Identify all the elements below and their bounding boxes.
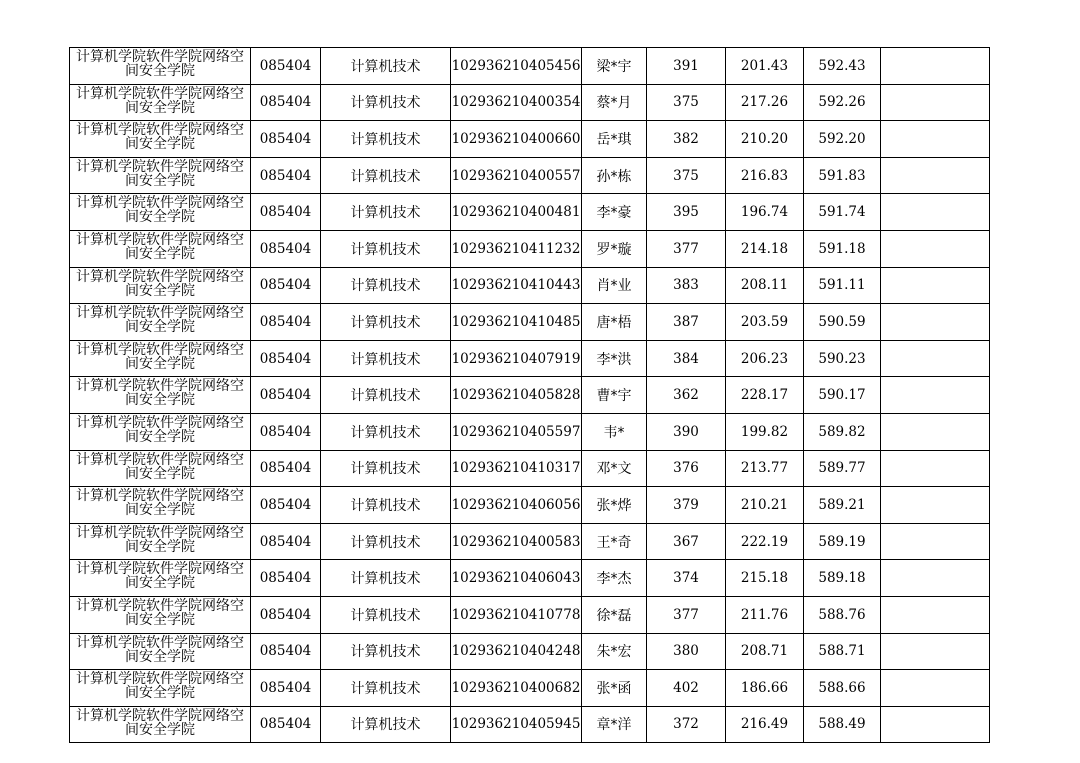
table-row [70, 706, 990, 743]
note-cell [881, 304, 990, 341]
major-code-cell: 085404 [251, 596, 321, 633]
major-code-cell: 085404 [251, 377, 321, 414]
major-code-cell: 085404 [251, 523, 321, 560]
college-cell: 计算机学院软件学院网络空间安全学院 [70, 157, 251, 194]
initial-score-cell: 390 [647, 413, 726, 450]
table-row [70, 560, 990, 597]
exam-id-cell: 102936210406043 [451, 560, 582, 597]
retest-score-cell: 203.59 [726, 304, 804, 341]
retest-score-cell: 206.23 [726, 340, 804, 377]
college-cell: 计算机学院软件学院网络空间安全学院 [70, 48, 251, 85]
score-table-body [70, 48, 990, 743]
initial-score-cell: 391 [647, 48, 726, 85]
table-row [70, 450, 990, 487]
major-name-cell: 计算机技术 [321, 157, 451, 194]
college-cell: 计算机学院软件学院网络空间安全学院 [70, 633, 251, 670]
exam-id-cell: 102936210404248 [451, 633, 582, 670]
note-cell [881, 48, 990, 85]
total-score-cell: 589.18 [804, 560, 881, 597]
college-cell: 计算机学院软件学院网络空间安全学院 [70, 487, 251, 524]
major-name-cell: 计算机技术 [321, 633, 451, 670]
initial-score-cell: 375 [647, 84, 726, 121]
note-cell [881, 267, 990, 304]
retest-score-cell: 201.43 [726, 48, 804, 85]
note-cell [881, 706, 990, 743]
score-table [69, 47, 990, 743]
candidate-name-cell: 章*洋 [582, 706, 647, 743]
exam-id-cell: 102936210405945 [451, 706, 582, 743]
note-cell [881, 157, 990, 194]
candidate-name-cell: 李*杰 [582, 560, 647, 597]
table-row [70, 267, 990, 304]
exam-id-cell: 102936210405456 [451, 48, 582, 85]
note-cell [881, 377, 990, 414]
table-row [70, 121, 990, 158]
table-row [70, 48, 990, 85]
exam-id-cell: 102936210400583 [451, 523, 582, 560]
total-score-cell: 588.76 [804, 596, 881, 633]
major-name-cell: 计算机技术 [321, 450, 451, 487]
candidate-name-cell: 朱*宏 [582, 633, 647, 670]
note-cell [881, 413, 990, 450]
major-name-cell: 计算机技术 [321, 48, 451, 85]
exam-id-cell: 102936210405828 [451, 377, 582, 414]
major-code-cell: 085404 [251, 340, 321, 377]
college-cell: 计算机学院软件学院网络空间安全学院 [70, 596, 251, 633]
major-code-cell: 085404 [251, 84, 321, 121]
major-name-cell: 计算机技术 [321, 84, 451, 121]
college-cell: 计算机学院软件学院网络空间安全学院 [70, 340, 251, 377]
initial-score-cell: 384 [647, 340, 726, 377]
college-cell: 计算机学院软件学院网络空间安全学院 [70, 450, 251, 487]
retest-score-cell: 208.11 [726, 267, 804, 304]
initial-score-cell: 383 [647, 267, 726, 304]
total-score-cell: 589.21 [804, 487, 881, 524]
college-cell: 计算机学院软件学院网络空间安全学院 [70, 377, 251, 414]
major-name-cell: 计算机技术 [321, 560, 451, 597]
initial-score-cell: 379 [647, 487, 726, 524]
major-code-cell: 085404 [251, 670, 321, 707]
initial-score-cell: 377 [647, 230, 726, 267]
initial-score-cell: 382 [647, 121, 726, 158]
college-cell: 计算机学院软件学院网络空间安全学院 [70, 230, 251, 267]
table-row [70, 157, 990, 194]
exam-id-cell: 102936210400660 [451, 121, 582, 158]
exam-id-cell: 102936210405597 [451, 413, 582, 450]
exam-id-cell: 102936210406056 [451, 487, 582, 524]
table-row [70, 670, 990, 707]
major-name-cell: 计算机技术 [321, 487, 451, 524]
initial-score-cell: 377 [647, 596, 726, 633]
candidate-name-cell: 肖*业 [582, 267, 647, 304]
candidate-name-cell: 孙*栋 [582, 157, 647, 194]
note-cell [881, 487, 990, 524]
table-row [70, 413, 990, 450]
major-code-cell: 085404 [251, 267, 321, 304]
retest-score-cell: 196.74 [726, 194, 804, 231]
initial-score-cell: 395 [647, 194, 726, 231]
note-cell [881, 230, 990, 267]
initial-score-cell: 380 [647, 633, 726, 670]
candidate-name-cell: 王*奇 [582, 523, 647, 560]
major-name-cell: 计算机技术 [321, 596, 451, 633]
major-code-cell: 085404 [251, 487, 321, 524]
initial-score-cell: 374 [647, 560, 726, 597]
initial-score-cell: 387 [647, 304, 726, 341]
note-cell [881, 633, 990, 670]
major-name-cell: 计算机技术 [321, 670, 451, 707]
note-cell [881, 670, 990, 707]
retest-score-cell: 216.83 [726, 157, 804, 194]
college-cell: 计算机学院软件学院网络空间安全学院 [70, 413, 251, 450]
exam-id-cell: 102936210411232 [451, 230, 582, 267]
total-score-cell: 590.59 [804, 304, 881, 341]
exam-id-cell: 102936210410317 [451, 450, 582, 487]
major-code-cell: 085404 [251, 706, 321, 743]
major-code-cell: 085404 [251, 194, 321, 231]
major-name-cell: 计算机技术 [321, 267, 451, 304]
table-row [70, 84, 990, 121]
college-cell: 计算机学院软件学院网络空间安全学院 [70, 670, 251, 707]
total-score-cell: 589.77 [804, 450, 881, 487]
retest-score-cell: 210.21 [726, 487, 804, 524]
initial-score-cell: 402 [647, 670, 726, 707]
total-score-cell: 591.11 [804, 267, 881, 304]
college-cell: 计算机学院软件学院网络空间安全学院 [70, 523, 251, 560]
initial-score-cell: 367 [647, 523, 726, 560]
total-score-cell: 588.71 [804, 633, 881, 670]
exam-id-cell: 102936210410443 [451, 267, 582, 304]
note-cell [881, 194, 990, 231]
major-code-cell: 085404 [251, 48, 321, 85]
note-cell [881, 121, 990, 158]
major-code-cell: 085404 [251, 413, 321, 450]
major-code-cell: 085404 [251, 633, 321, 670]
candidate-name-cell: 徐*磊 [582, 596, 647, 633]
score-sheet [69, 47, 990, 743]
table-row [70, 340, 990, 377]
note-cell [881, 450, 990, 487]
note-cell [881, 84, 990, 121]
total-score-cell: 592.43 [804, 48, 881, 85]
total-score-cell: 591.83 [804, 157, 881, 194]
total-score-cell: 589.19 [804, 523, 881, 560]
note-cell [881, 560, 990, 597]
retest-score-cell: 214.18 [726, 230, 804, 267]
major-name-cell: 计算机技术 [321, 377, 451, 414]
retest-score-cell: 222.19 [726, 523, 804, 560]
retest-score-cell: 216.49 [726, 706, 804, 743]
retest-score-cell: 208.71 [726, 633, 804, 670]
retest-score-cell: 210.20 [726, 121, 804, 158]
exam-id-cell: 102936210410485 [451, 304, 582, 341]
total-score-cell: 590.23 [804, 340, 881, 377]
candidate-name-cell: 岳*琪 [582, 121, 647, 158]
exam-id-cell: 102936210400354 [451, 84, 582, 121]
initial-score-cell: 376 [647, 450, 726, 487]
table-row [70, 487, 990, 524]
note-cell [881, 340, 990, 377]
candidate-name-cell: 张*烨 [582, 487, 647, 524]
exam-id-cell: 102936210400481 [451, 194, 582, 231]
college-cell: 计算机学院软件学院网络空间安全学院 [70, 121, 251, 158]
major-name-cell: 计算机技术 [321, 523, 451, 560]
exam-id-cell: 102936210407919 [451, 340, 582, 377]
retest-score-cell: 211.76 [726, 596, 804, 633]
college-cell: 计算机学院软件学院网络空间安全学院 [70, 706, 251, 743]
candidate-name-cell: 李*洪 [582, 340, 647, 377]
total-score-cell: 588.49 [804, 706, 881, 743]
exam-id-cell: 102936210400557 [451, 157, 582, 194]
table-row [70, 596, 990, 633]
retest-score-cell: 213.77 [726, 450, 804, 487]
table-row [70, 304, 990, 341]
retest-score-cell: 228.17 [726, 377, 804, 414]
retest-score-cell: 186.66 [726, 670, 804, 707]
table-row [70, 633, 990, 670]
candidate-name-cell: 邓*文 [582, 450, 647, 487]
candidate-name-cell: 曹*宇 [582, 377, 647, 414]
candidate-name-cell: 梁*宇 [582, 48, 647, 85]
candidate-name-cell: 张*函 [582, 670, 647, 707]
retest-score-cell: 217.26 [726, 84, 804, 121]
table-row [70, 194, 990, 231]
initial-score-cell: 375 [647, 157, 726, 194]
major-code-cell: 085404 [251, 157, 321, 194]
total-score-cell: 590.17 [804, 377, 881, 414]
major-name-cell: 计算机技术 [321, 194, 451, 231]
initial-score-cell: 372 [647, 706, 726, 743]
total-score-cell: 592.26 [804, 84, 881, 121]
table-row [70, 230, 990, 267]
college-cell: 计算机学院软件学院网络空间安全学院 [70, 194, 251, 231]
exam-id-cell: 102936210410778 [451, 596, 582, 633]
candidate-name-cell: 蔡*月 [582, 84, 647, 121]
total-score-cell: 592.20 [804, 121, 881, 158]
major-code-cell: 085404 [251, 121, 321, 158]
major-name-cell: 计算机技术 [321, 706, 451, 743]
college-cell: 计算机学院软件学院网络空间安全学院 [70, 267, 251, 304]
candidate-name-cell: 李*豪 [582, 194, 647, 231]
major-code-cell: 085404 [251, 560, 321, 597]
major-code-cell: 085404 [251, 304, 321, 341]
retest-score-cell: 215.18 [726, 560, 804, 597]
total-score-cell: 589.82 [804, 413, 881, 450]
candidate-name-cell: 罗*璇 [582, 230, 647, 267]
total-score-cell: 591.18 [804, 230, 881, 267]
major-name-cell: 计算机技术 [321, 230, 451, 267]
candidate-name-cell: 唐*梧 [582, 304, 647, 341]
major-name-cell: 计算机技术 [321, 121, 451, 158]
total-score-cell: 588.66 [804, 670, 881, 707]
total-score-cell: 591.74 [804, 194, 881, 231]
college-cell: 计算机学院软件学院网络空间安全学院 [70, 304, 251, 341]
major-name-cell: 计算机技术 [321, 340, 451, 377]
major-code-cell: 085404 [251, 450, 321, 487]
major-name-cell: 计算机技术 [321, 413, 451, 450]
major-code-cell: 085404 [251, 230, 321, 267]
major-name-cell: 计算机技术 [321, 304, 451, 341]
exam-id-cell: 102936210400682 [451, 670, 582, 707]
retest-score-cell: 199.82 [726, 413, 804, 450]
note-cell [881, 523, 990, 560]
candidate-name-cell: 韦* [582, 413, 647, 450]
college-cell: 计算机学院软件学院网络空间安全学院 [70, 84, 251, 121]
table-row [70, 523, 990, 560]
initial-score-cell: 362 [647, 377, 726, 414]
note-cell [881, 596, 990, 633]
table-row [70, 377, 990, 414]
college-cell: 计算机学院软件学院网络空间安全学院 [70, 560, 251, 597]
